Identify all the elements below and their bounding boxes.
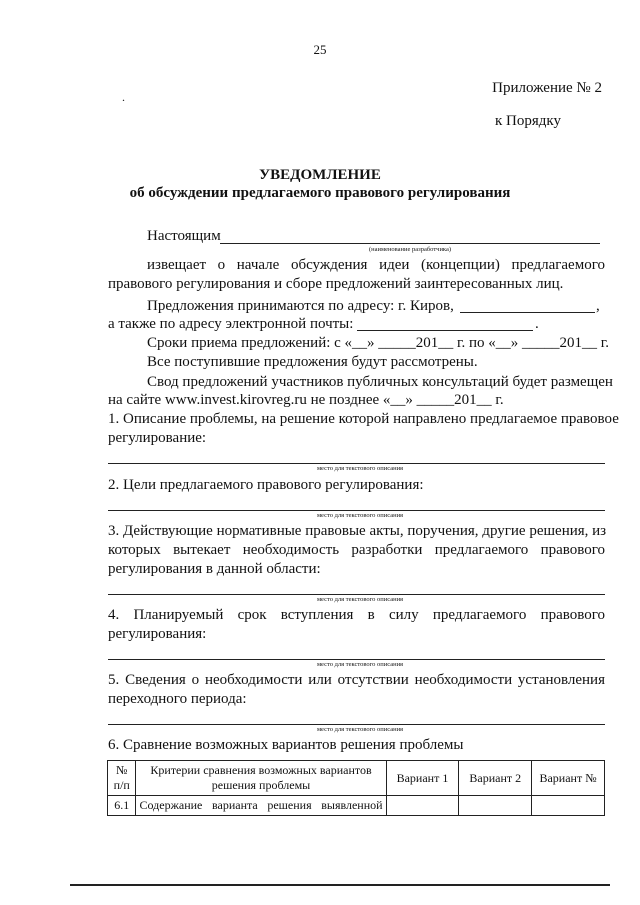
section-1-caption: место для текстового описания xyxy=(316,465,404,472)
section-1-answer-line[interactable] xyxy=(108,463,605,464)
comparison-table xyxy=(107,760,605,816)
section-1-line-1: 1. Описание проблемы, на решение которой направлено предлагаемое правовое xyxy=(108,411,619,427)
section-4-caption: место для текстового описания xyxy=(316,661,404,668)
row-variant-n[interactable] xyxy=(532,796,605,816)
section-5-caption: место для текстового описания xyxy=(316,726,404,733)
developer-name-line[interactable] xyxy=(220,243,600,244)
address-field-line[interactable] xyxy=(460,312,595,313)
col-variant-2-header: Вариант 2 xyxy=(459,761,532,796)
email-field-line[interactable] xyxy=(357,330,533,331)
appendix-number: Приложение № 2 xyxy=(492,80,602,96)
row-variant-1[interactable] xyxy=(386,796,459,816)
table-header-row xyxy=(108,761,605,796)
stray-mark: . xyxy=(122,90,125,104)
section-4-line-1: 4. Планируемый срок вступления в силу предлагаемого правового xyxy=(108,607,605,623)
all-considered-note: Все поступившие предложения будут рассмотрены. xyxy=(147,354,478,370)
section-3-answer-line[interactable] xyxy=(108,594,605,595)
row-number: 6.1 xyxy=(108,796,136,816)
section-5-answer-line[interactable] xyxy=(108,724,605,725)
document-title: УВЕДОМЛЕНИЕ xyxy=(259,167,381,183)
proposals-address: Предложения принимаются по адресу: г. Киров, xyxy=(147,298,454,314)
document-page: 25 . Приложение № 2 к Порядку УВЕДОМЛЕНИЕ об обсуждении предлагаемого правового регулирования Настоящим (наименование разработчика) извещает о начале обсуждения идеи (концепции) предлагаемого правового регулирования и сборе предложений заинтересованных лиц. Предложения принимаются по адресу: г. Киров, , а также по адресу электронной почты: . Сроки приема предложений: с «__» _____201__ г. по «__» _____201__ г. Все поступившие предложения будут рассмотрены. Свод предложений участников публичных консультаций будет размещен на сайте www.invest.kirovreg.ru не позднее «__» _____201__ г. 1. Описание проблемы, на решение которой направлено предлагаемое правовое регулирование: место для текстового описания 2. Цели предлагаемого правового регулирования: место для текстового описания 3. Действующие нормативные правовые акты, поручения, другие решения, из которых вытекает необходимость разработки предлагаемого правового регулирования в данной области: место для текстового описания 4. Планируемый срок вступления в силу предлагаемого правового регулирования: место для текстового описания 5. Сведения о необходимости или отсутствии необходимости установления переходного периода: место для текстового описания 6. Сравнение возможных вариантов решения проблемы № п/п Критерии сравнения возможных вариантов решения проблемы Вариант 1 Вариант 2 Вариант № 6.1 Содержание варианта решения выявленной xyxy=(0,0,640,905)
section-1-line-2: регулирование: xyxy=(108,430,207,446)
row-variant-2[interactable] xyxy=(459,796,532,816)
section-4-answer-line[interactable] xyxy=(108,659,605,660)
section-2-answer-line[interactable] xyxy=(108,510,605,511)
section-4-line-2: регулирования: xyxy=(108,626,207,642)
notify-line-2: правового регулирования и сборе предложений заинтересованных лиц. xyxy=(108,276,564,292)
section-2-line-1: 2. Цели предлагаемого правового регулирования: xyxy=(108,477,424,493)
notify-line-1: извещает о начале обсуждения идеи (концепции) предлагаемого xyxy=(147,257,605,273)
summary-line-1: Свод предложений участников публичных консультаций будет размещен xyxy=(147,374,613,390)
hereby-label: Настоящим xyxy=(147,228,221,244)
col-criteria-header: Критерии сравнения возможных вариантов решения проблемы xyxy=(136,761,386,796)
section-5-line-2: переходного периода: xyxy=(108,691,247,707)
col-number-header: № п/п xyxy=(108,761,136,796)
appendix-reference: к Порядку xyxy=(495,113,561,129)
row-criteria: Содержание варианта решения выявленной xyxy=(136,796,386,816)
developer-caption: (наименование разработчика) xyxy=(368,246,452,253)
section-3-line-3: регулирования в данной области: xyxy=(108,561,321,577)
table-row xyxy=(108,796,605,816)
footer-rule xyxy=(70,884,610,886)
section-3-line-2: которых вытекает необходимость разработки предлагаемого правового xyxy=(108,542,605,558)
document-subtitle: об обсуждении предлагаемого правового регулирования xyxy=(129,185,511,201)
submission-period: Сроки приема предложений: с «__» _____201__ г. по «__» _____201__ г. xyxy=(147,335,609,351)
col-variant-n-header: Вариант № xyxy=(532,761,605,796)
section-5-line-1: 5. Сведения о необходимости или отсутствии необходимости установления xyxy=(108,672,605,688)
col-variant-1-header: Вариант 1 xyxy=(386,761,459,796)
page-number: 25 xyxy=(313,42,327,57)
section-3-caption: место для текстового описания xyxy=(316,596,404,603)
summary-line-2: на сайте www.invest.kirovreg.ru не позднее «__» _____201__ г. xyxy=(108,392,504,408)
email-label: а также по адресу электронной почты: xyxy=(108,316,354,332)
section-3-line-1: 3. Действующие нормативные правовые акты, поручения, другие решения, из xyxy=(108,523,607,539)
section-2-caption: место для текстового описания xyxy=(316,512,404,519)
section-6-heading: 6. Сравнение возможных вариантов решения проблемы xyxy=(108,737,464,753)
